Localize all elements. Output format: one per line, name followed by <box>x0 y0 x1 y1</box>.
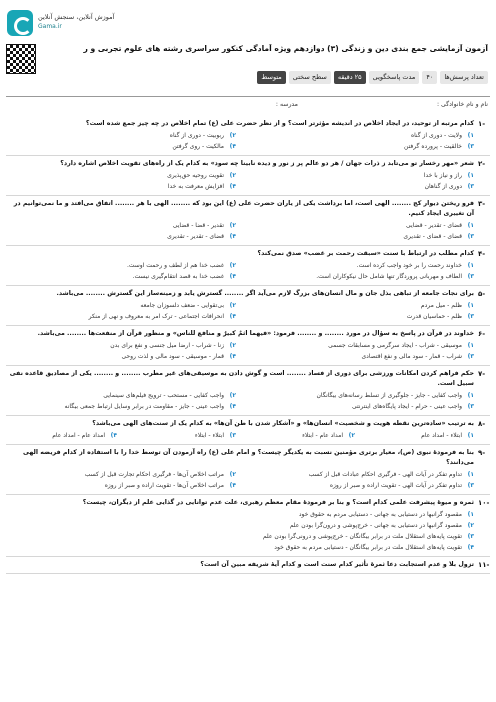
option-key: ۴) <box>229 403 236 410</box>
exam-info-chips <box>257 71 488 84</box>
answer-option[interactable] <box>244 352 474 362</box>
exam-title: آزمون آزمایشی جمع بندی دین و زندگی (۳) دوازدهم ویژه آمادگی کنکور سراسری رشته های علوم تجربی و ر <box>83 44 488 53</box>
brand-name: آموزش آنلاین، سنجش آنلاین <box>38 13 115 21</box>
brand-site[interactable]: Gama.ir <box>38 23 62 30</box>
option-text: واجب کفایی - جایز - جلوگیری از تسلط رسانه‌های بیگانگان <box>316 392 462 399</box>
option-text: واجب عینی - جایز - مقاومت در برابر وسایل ارتباط جمعی بیگانه <box>64 403 224 410</box>
answer-option[interactable] <box>244 341 474 351</box>
answer-option[interactable] <box>244 481 474 491</box>
option-key: ۳) <box>467 533 474 540</box>
qr-code-icon <box>6 44 36 74</box>
option-key: ۲) <box>229 302 236 309</box>
question-item <box>6 445 490 495</box>
option-text: انحرافات اجتماعی - ترک امر به معروف و نهی از منکر <box>88 313 224 320</box>
answer-option[interactable] <box>6 543 474 553</box>
answer-option[interactable] <box>244 391 474 401</box>
exam-info-chip: ۲۵ دقیقه <box>334 71 366 84</box>
gama-logo-icon[interactable] <box>7 10 33 36</box>
option-text: قضای - تقدیر - قضایی <box>406 222 462 229</box>
option-text: تداوم تفکر در آیات الهی - تقویت اراده و صبر از روزه <box>329 482 462 489</box>
option-key: ۳) <box>467 482 474 489</box>
answer-option[interactable] <box>6 142 236 152</box>
answer-option[interactable] <box>6 470 236 480</box>
question-item <box>6 116 490 156</box>
answer-options <box>6 221 474 242</box>
question-number: ۵- <box>478 290 486 298</box>
question-number: ۳- <box>478 200 486 208</box>
answer-option[interactable] <box>6 272 236 282</box>
option-key: ۲) <box>229 132 236 139</box>
option-text: ابتلاء - ابتلاء <box>194 432 224 439</box>
answer-options <box>6 341 474 362</box>
answer-option[interactable] <box>6 402 236 412</box>
answer-option[interactable] <box>244 272 474 282</box>
option-key: ۲) <box>229 471 236 478</box>
answer-options <box>6 391 474 412</box>
question-number: ۸- <box>478 420 486 428</box>
question-stem: بنا به فرمودهٔ نبوی (ص)، معیار برتری مؤمنین نسبت به یکدیگر چیست؟ و امام علی (ع) راه آزمودن آن توسط خدا را با استفاده از کدام فریضه الهی می‌دانند؟ <box>22 449 474 466</box>
option-text: مراتب اخلاص آن‌ها - تقویت اراده و صبر از روزه <box>104 482 224 489</box>
answer-option[interactable] <box>6 221 236 231</box>
answer-option[interactable] <box>363 431 474 441</box>
option-text: واجب کفایی - مستحب - ترویج فیلم‌های سینمایی <box>103 392 224 399</box>
option-key: ۴) <box>229 482 236 489</box>
answer-option[interactable] <box>244 232 474 242</box>
option-key: ۳) <box>467 143 474 150</box>
answer-option[interactable] <box>6 171 236 181</box>
option-key: ۴) <box>110 432 117 439</box>
answer-option[interactable] <box>6 521 474 531</box>
answer-options <box>6 301 474 322</box>
answer-option[interactable] <box>6 131 236 141</box>
question-item <box>6 557 490 574</box>
question-item <box>6 246 490 286</box>
answer-options <box>6 470 474 491</box>
option-key: ۳) <box>229 432 236 439</box>
question-stem: شعر «مهر رخسار تو می‌تابد ز ذرات جهان / هر دو عالم پر ز نور و دیده نابینا چه سود» به کدام یک از راه‌های تقویت اخلاص اشاره دارد؟ <box>60 160 474 167</box>
option-key: ۳) <box>467 313 474 320</box>
option-text: امداد عام - ابتلاء <box>302 432 343 439</box>
question-number: ۷- <box>478 370 486 378</box>
option-key: ۳) <box>467 273 474 280</box>
option-key: ۳) <box>467 183 474 190</box>
option-text: راز و نیاز با خدا <box>423 172 462 179</box>
answer-option[interactable] <box>244 402 474 412</box>
option-key: ۱) <box>467 302 474 309</box>
question-number: ۶- <box>478 330 486 338</box>
option-key: ۳) <box>467 233 474 240</box>
question-number: ۴- <box>478 250 486 258</box>
answer-option[interactable] <box>6 312 236 322</box>
option-key: ۳) <box>467 403 474 410</box>
option-text: تداوم تفکر در آیات الهی - فرگیری احکام عبادات قبل از کسب <box>308 471 462 478</box>
option-text: موسیقی - شراب - ایجاد سرگرمی و مسابقات جسمی <box>328 342 462 349</box>
answer-option[interactable] <box>244 470 474 480</box>
answer-options <box>6 510 474 553</box>
option-key: ۱) <box>467 511 474 518</box>
answer-option[interactable] <box>6 232 236 242</box>
option-text: ربوبیت - دوری از گناه <box>169 132 224 139</box>
option-key: ۲) <box>229 222 236 229</box>
option-key: ۴) <box>229 143 236 150</box>
option-key: ۲) <box>229 342 236 349</box>
answer-options <box>6 431 474 441</box>
question-item <box>6 196 490 246</box>
option-text: مقصود گرانبها در دستیابی به جهانی - خرج‌پوشی و درون‌گرا بودن علم <box>289 522 462 529</box>
option-key: ۴) <box>229 273 236 280</box>
option-text: قضای - قضای - تقدیری <box>403 233 462 240</box>
questions-list <box>6 116 490 574</box>
option-text: تقویت پایه‌های استقلال ملت در برابر بیگانگان - دستیابی مردم به حقوق خود <box>274 544 462 551</box>
exam-info-chip: مدت پاسخگویی <box>369 71 420 84</box>
question-number: ۹- <box>478 449 486 457</box>
answer-option[interactable] <box>125 431 236 441</box>
option-key: ۲) <box>348 432 355 439</box>
answer-options <box>6 261 474 282</box>
question-stem: به ترتیب «ساده‌ترین نقطه هویت و شخصیت» انسان‌ها» و «آشکار شدن با طن آن‌ها» به کدام یک از سنت‌های الهی می‌باشد؟ <box>92 420 474 427</box>
question-stem: تزول بلا و عدم استجابت دعا ثمرهٔ تأثیر کدام سنت است و کدام آیهٔ شریفه مبین آن است؟ <box>200 561 474 568</box>
option-text: مالکیت - روی گرفتن <box>172 143 224 150</box>
option-key: ۱) <box>467 172 474 179</box>
question-stem: خداوند در قرآن در پاسخ به سؤال در مورد ........ و ........ فرمود: «فیهما اثمٌ کبیرٌ و منافع للناس» و منظور قرآن از منفعت‌ها ........ می‌باشد. <box>37 330 474 337</box>
option-key: ۱) <box>467 262 474 269</box>
option-key: ۱) <box>467 471 474 478</box>
answer-option[interactable] <box>6 391 236 401</box>
option-key: ۴) <box>229 353 236 360</box>
question-number: ۱- <box>478 120 486 128</box>
option-text: ظلم - حماسیان قدرت <box>406 313 462 320</box>
answer-option[interactable] <box>6 431 117 441</box>
question-item <box>6 286 490 326</box>
answer-option[interactable] <box>244 131 474 141</box>
exam-info-chip: سطح سختی <box>289 71 331 84</box>
option-key: ۴) <box>467 544 474 551</box>
option-text: مراتب اخلاص آن‌ها - فرگیری احکام تجارت قبل از کسب <box>84 471 224 478</box>
question-stem: ثمره و میوهٔ پیشرفت علمی کدام است؟ و بنا بر فرمودهٔ مقام معظم رهبری، علت عدم توانایی در گذایی علم از دیگران، چیست؟ <box>82 499 474 506</box>
answer-option[interactable] <box>6 341 236 351</box>
answer-options <box>6 171 474 192</box>
option-key: ۱) <box>467 392 474 399</box>
option-text: ابتلاء - امداد عام <box>421 432 462 439</box>
question-item <box>6 495 490 557</box>
answer-option[interactable] <box>6 261 236 271</box>
answer-option[interactable] <box>244 142 474 152</box>
school-label: مدرسه : <box>275 101 298 108</box>
student-name-label: نام و نام خانوادگی : <box>436 101 488 108</box>
exam-info-chip: متوسط <box>257 71 285 84</box>
option-key: ۳) <box>467 353 474 360</box>
option-text: دوری از گناهان <box>424 183 462 190</box>
option-key: ۲) <box>229 172 236 179</box>
option-text: زنا - شراب - ارضا میل جنسی و نفع برای بدن <box>110 342 224 349</box>
question-number: ۲- <box>478 160 486 168</box>
option-key: ۴) <box>229 313 236 320</box>
option-text: قمار - موسیقی - سود مالی و لذت روحی <box>121 353 224 360</box>
exam-info-chip: ۴۰ <box>422 71 437 84</box>
answer-option[interactable] <box>244 182 474 192</box>
option-text: واجب عینی - حرام - ایجاد پایگاه‌های اینترنتی <box>351 403 462 410</box>
answer-option[interactable] <box>244 301 474 311</box>
answer-option[interactable] <box>6 481 236 491</box>
option-key: ۱) <box>467 432 474 439</box>
option-text: تقدیر - قضا - قضایی <box>172 222 224 229</box>
option-key: ۴) <box>229 183 236 190</box>
option-key: ۱) <box>467 342 474 349</box>
question-stem: کدام مطلب در ارتباط با سنت «سبقت رحمت بر غضب» صدق نمی‌کند؟ <box>257 250 474 257</box>
option-text: مقصود گرانبها در دستیابی به جهانی - دستیابی مردم به حقوق خود <box>298 511 462 518</box>
answer-option[interactable] <box>244 431 355 441</box>
option-text: غضب خدا هم از لطف و رحمت اوست. <box>126 262 224 269</box>
option-key: ۱) <box>467 132 474 139</box>
option-text: قضای - تقدیر - تقدیری <box>167 233 224 240</box>
option-text: افزایش معرفت به خدا <box>167 183 224 190</box>
question-stem: فرو ریختن دیوار کج ........ الهی است، اما برداشت یکی از یاران حضرت علی (ع) این بود که ........ الهی با هر ........ اتفاق می‌افتد و ما نمی‌توانیم در آن تغییری ایجاد کنیم. <box>13 200 474 217</box>
answer-option[interactable] <box>244 221 474 231</box>
answer-option[interactable] <box>244 261 474 271</box>
option-text: بی‌تقوایی - ضعف دلسوزان جامعه <box>140 302 224 309</box>
answer-option[interactable] <box>6 352 236 362</box>
option-text: ولایت - دوری از گناه <box>410 132 462 139</box>
answer-option[interactable] <box>6 532 474 542</box>
option-key: ۲) <box>467 522 474 529</box>
option-text: غضب خدا به قصد انتقام‌گیری نیست. <box>132 273 224 280</box>
answer-option[interactable] <box>6 182 236 192</box>
page-header <box>0 0 496 97</box>
option-key: ۲) <box>229 262 236 269</box>
header-divider <box>6 96 490 97</box>
question-number: ۱۰- <box>478 499 490 507</box>
answer-options <box>6 131 474 152</box>
option-text: خالقیت - پرورده گرفتن <box>404 143 462 150</box>
question-number: ۱۱- <box>478 561 490 569</box>
option-text: شراب - قمار - سود مالی و نفع اقتصادی <box>361 353 462 360</box>
option-text: ظلم - میل مردم <box>420 302 462 309</box>
question-stem: کدام مرتبه از توحید، در ایجاد اخلاص در اندیشه مؤثرتر است؟ و از نظر حضرت علی (ع) تمام اخلاص در چه چیز جمع شده است؟ <box>85 120 474 127</box>
answer-option[interactable] <box>6 301 236 311</box>
question-item <box>6 416 490 445</box>
question-stem: حکم فراهم کردن امکانات ورزشی برای دوری از فساد ........ است و گوش دادن به موسیقی‌های غیر مطرب ........ و ........ یکی از مصادیق قاعده نفی سبیل است. <box>9 370 474 387</box>
question-item <box>6 156 490 196</box>
question-item <box>6 366 490 416</box>
exam-info-chip: تعداد پرسش‌ها <box>440 71 488 84</box>
option-text: تقویت روحیه حق‌پذیری <box>167 172 224 179</box>
option-key: ۱) <box>467 222 474 229</box>
option-text: تقویت پایه‌های استقلال ملت در برابر بیگانگان - خرج‌پوشی و درونی‌گرا بودن علم <box>262 533 462 540</box>
question-item <box>6 326 490 366</box>
answer-option[interactable] <box>244 171 474 181</box>
brand-block <box>38 13 114 30</box>
option-text: الطاف و مهربانی پروردگار تنها شامل حال نیکوکاران است. <box>316 273 462 280</box>
question-stem: برای نجات جامعه از تباهی بذل جان و مال انسان‌های بزرگ لازم می‌آید اگر ........ گسترش یابد و زمینه‌ساز این گسترش ........ می‌باشد. <box>56 290 474 297</box>
student-meta <box>8 99 488 111</box>
option-text: امداد عام - امداد عام <box>52 432 105 439</box>
answer-option[interactable] <box>6 510 474 520</box>
option-key: ۲) <box>229 392 236 399</box>
option-key: ۴) <box>229 233 236 240</box>
option-text: خداوند رحمت را بر خود واجب کرده است. <box>356 262 462 269</box>
answer-option[interactable] <box>244 312 474 322</box>
